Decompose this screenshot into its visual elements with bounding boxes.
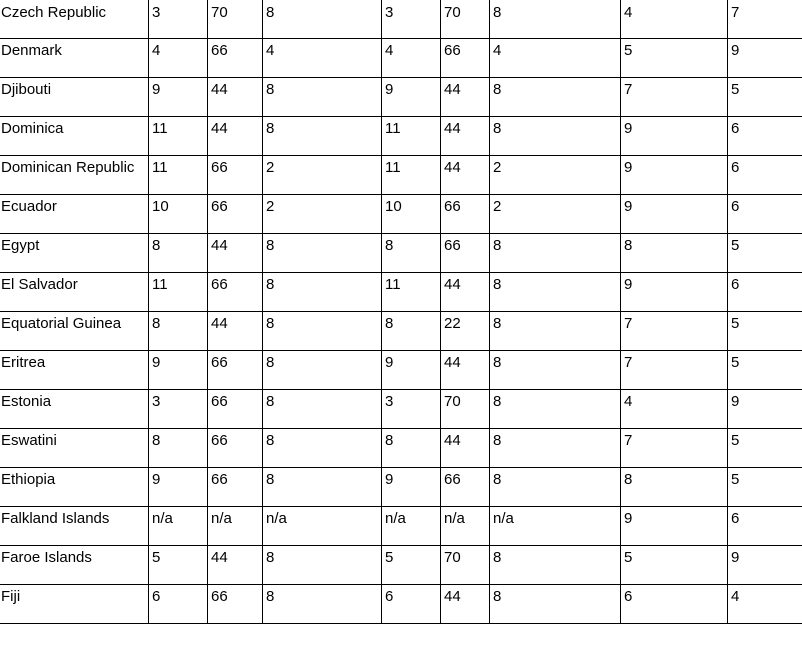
- col-9-cell: 6: [728, 117, 802, 156]
- col-3-cell: 44: [208, 546, 263, 585]
- col-2-cell: 9: [149, 468, 208, 507]
- col-2-cell: 8: [149, 312, 208, 351]
- col-5-cell: 4: [382, 39, 441, 78]
- col-3-cell: 66: [208, 351, 263, 390]
- col-5-cell: 9: [382, 468, 441, 507]
- table-row: [0, 507, 802, 546]
- col-8-cell: 7: [621, 429, 728, 468]
- col-4-cell: 8: [263, 546, 382, 585]
- table-row: [0, 117, 802, 156]
- col-2-cell: 11: [149, 273, 208, 312]
- col-7-cell: 2: [490, 156, 621, 195]
- col-5-cell: 8: [382, 429, 441, 468]
- col-4-cell: 8: [263, 117, 382, 156]
- country-cell: Eritrea: [0, 351, 149, 390]
- col-4-cell: 8: [263, 585, 382, 624]
- table-row: [0, 78, 802, 117]
- col-8-cell: 9: [621, 117, 728, 156]
- col-2-cell: 9: [149, 351, 208, 390]
- col-2-cell: 5: [149, 546, 208, 585]
- col-2-cell: n/a: [149, 507, 208, 546]
- col-7-cell: 8: [490, 312, 621, 351]
- col-2-cell: 3: [149, 390, 208, 429]
- col-9-cell: 6: [728, 507, 802, 546]
- col-2-cell: 11: [149, 117, 208, 156]
- col-6-cell: 44: [441, 78, 490, 117]
- col-8-cell: 7: [621, 312, 728, 351]
- col-8-cell: 7: [621, 351, 728, 390]
- col-2-cell: 3: [149, 0, 208, 39]
- col-2-cell: 11: [149, 156, 208, 195]
- col-9-cell: 6: [728, 273, 802, 312]
- col-3-cell: 44: [208, 234, 263, 273]
- col-3-cell: 66: [208, 195, 263, 234]
- col-6-cell: 66: [441, 195, 490, 234]
- table-row: [0, 390, 802, 429]
- col-7-cell: 4: [490, 39, 621, 78]
- table-row: [0, 351, 802, 390]
- country-cell: Estonia: [0, 390, 149, 429]
- col-3-cell: 66: [208, 39, 263, 78]
- col-3-cell: 44: [208, 78, 263, 117]
- col-3-cell: 44: [208, 117, 263, 156]
- col-5-cell: 11: [382, 273, 441, 312]
- col-6-cell: 70: [441, 546, 490, 585]
- col-6-cell: 44: [441, 585, 490, 624]
- col-5-cell: 11: [382, 156, 441, 195]
- col-2-cell: 8: [149, 429, 208, 468]
- col-5-cell: 3: [382, 390, 441, 429]
- table-row: [0, 546, 802, 585]
- col-5-cell: 8: [382, 312, 441, 351]
- col-8-cell: 7: [621, 78, 728, 117]
- col-8-cell: 8: [621, 234, 728, 273]
- col-3-cell: 66: [208, 273, 263, 312]
- country-cell: Dominica: [0, 117, 149, 156]
- country-cell: Ecuador: [0, 195, 149, 234]
- col-4-cell: 8: [263, 390, 382, 429]
- col-4-cell: 8: [263, 429, 382, 468]
- col-3-cell: 66: [208, 429, 263, 468]
- col-3-cell: n/a: [208, 507, 263, 546]
- col-5-cell: 11: [382, 117, 441, 156]
- col-5-cell: 8: [382, 234, 441, 273]
- col-5-cell: 3: [382, 0, 441, 39]
- col-6-cell: 44: [441, 429, 490, 468]
- table-row: [0, 429, 802, 468]
- country-cell: Ethiopia: [0, 468, 149, 507]
- col-7-cell: 8: [490, 117, 621, 156]
- col-2-cell: 4: [149, 39, 208, 78]
- table-row: [0, 195, 802, 234]
- col-8-cell: 6: [621, 585, 728, 624]
- country-cell: Denmark: [0, 39, 149, 78]
- col-7-cell: 8: [490, 273, 621, 312]
- col-6-cell: 66: [441, 39, 490, 78]
- col-4-cell: 8: [263, 273, 382, 312]
- col-4-cell: 8: [263, 234, 382, 273]
- col-7-cell: 8: [490, 546, 621, 585]
- col-6-cell: 66: [441, 234, 490, 273]
- col-7-cell: 8: [490, 351, 621, 390]
- col-7-cell: 8: [490, 0, 621, 39]
- col-6-cell: 44: [441, 117, 490, 156]
- col-7-cell: 8: [490, 429, 621, 468]
- col-3-cell: 44: [208, 312, 263, 351]
- col-6-cell: 44: [441, 351, 490, 390]
- table-row: [0, 234, 802, 273]
- col-6-cell: 44: [441, 273, 490, 312]
- col-7-cell: 8: [490, 390, 621, 429]
- table-row: [0, 585, 802, 624]
- col-5-cell: 5: [382, 546, 441, 585]
- country-cell: El Salvador: [0, 273, 149, 312]
- col-3-cell: 70: [208, 0, 263, 39]
- col-6-cell: 70: [441, 0, 490, 39]
- col-7-cell: 8: [490, 78, 621, 117]
- col-4-cell: 8: [263, 351, 382, 390]
- col-6-cell: 66: [441, 468, 490, 507]
- table-row: [0, 312, 802, 351]
- table-row: [0, 156, 802, 195]
- col-3-cell: 66: [208, 468, 263, 507]
- col-4-cell: 8: [263, 78, 382, 117]
- col-9-cell: 6: [728, 156, 802, 195]
- col-5-cell: 9: [382, 78, 441, 117]
- col-9-cell: 5: [728, 234, 802, 273]
- col-3-cell: 66: [208, 585, 263, 624]
- col-5-cell: n/a: [382, 507, 441, 546]
- col-5-cell: 10: [382, 195, 441, 234]
- col-8-cell: 9: [621, 507, 728, 546]
- col-9-cell: 6: [728, 195, 802, 234]
- col-4-cell: 4: [263, 39, 382, 78]
- col-7-cell: 8: [490, 234, 621, 273]
- country-cell: Czech Republic: [0, 0, 149, 39]
- col-3-cell: 66: [208, 156, 263, 195]
- col-4-cell: 8: [263, 468, 382, 507]
- country-cell: Eswatini: [0, 429, 149, 468]
- col-7-cell: 2: [490, 195, 621, 234]
- col-2-cell: 10: [149, 195, 208, 234]
- col-8-cell: 4: [621, 390, 728, 429]
- col-8-cell: 9: [621, 156, 728, 195]
- country-cell: Equatorial Guinea: [0, 312, 149, 351]
- table-row: [0, 468, 802, 507]
- col-7-cell: 8: [490, 585, 621, 624]
- col-8-cell: 5: [621, 39, 728, 78]
- col-9-cell: 9: [728, 39, 802, 78]
- col-9-cell: 5: [728, 78, 802, 117]
- col-7-cell: 8: [490, 468, 621, 507]
- col-4-cell: 2: [263, 195, 382, 234]
- table-row: [0, 273, 802, 312]
- col-6-cell: n/a: [441, 507, 490, 546]
- col-4-cell: 8: [263, 0, 382, 39]
- col-6-cell: 22: [441, 312, 490, 351]
- col-8-cell: 5: [621, 546, 728, 585]
- col-6-cell: 70: [441, 390, 490, 429]
- country-cell: Fiji: [0, 585, 149, 624]
- col-9-cell: 5: [728, 429, 802, 468]
- col-7-cell: n/a: [490, 507, 621, 546]
- col-4-cell: 8: [263, 312, 382, 351]
- col-8-cell: 8: [621, 468, 728, 507]
- country-cell: Egypt: [0, 234, 149, 273]
- col-2-cell: 9: [149, 78, 208, 117]
- table-row: [0, 39, 802, 78]
- col-9-cell: 5: [728, 468, 802, 507]
- col-4-cell: 2: [263, 156, 382, 195]
- country-cell: Faroe Islands: [0, 546, 149, 585]
- country-cell: Dominican Republic: [0, 156, 149, 195]
- col-8-cell: 4: [621, 0, 728, 39]
- col-8-cell: 9: [621, 195, 728, 234]
- col-2-cell: 6: [149, 585, 208, 624]
- col-5-cell: 6: [382, 585, 441, 624]
- col-9-cell: 9: [728, 390, 802, 429]
- col-9-cell: 7: [728, 0, 802, 39]
- col-6-cell: 44: [441, 156, 490, 195]
- col-9-cell: 4: [728, 585, 802, 624]
- country-cell: Falkland Islands: [0, 507, 149, 546]
- col-5-cell: 9: [382, 351, 441, 390]
- col-9-cell: 5: [728, 312, 802, 351]
- col-8-cell: 9: [621, 273, 728, 312]
- country-cell: Djibouti: [0, 78, 149, 117]
- col-2-cell: 8: [149, 234, 208, 273]
- col-9-cell: 5: [728, 351, 802, 390]
- col-3-cell: 66: [208, 390, 263, 429]
- col-4-cell: n/a: [263, 507, 382, 546]
- col-9-cell: 9: [728, 546, 802, 585]
- table-row: [0, 0, 802, 39]
